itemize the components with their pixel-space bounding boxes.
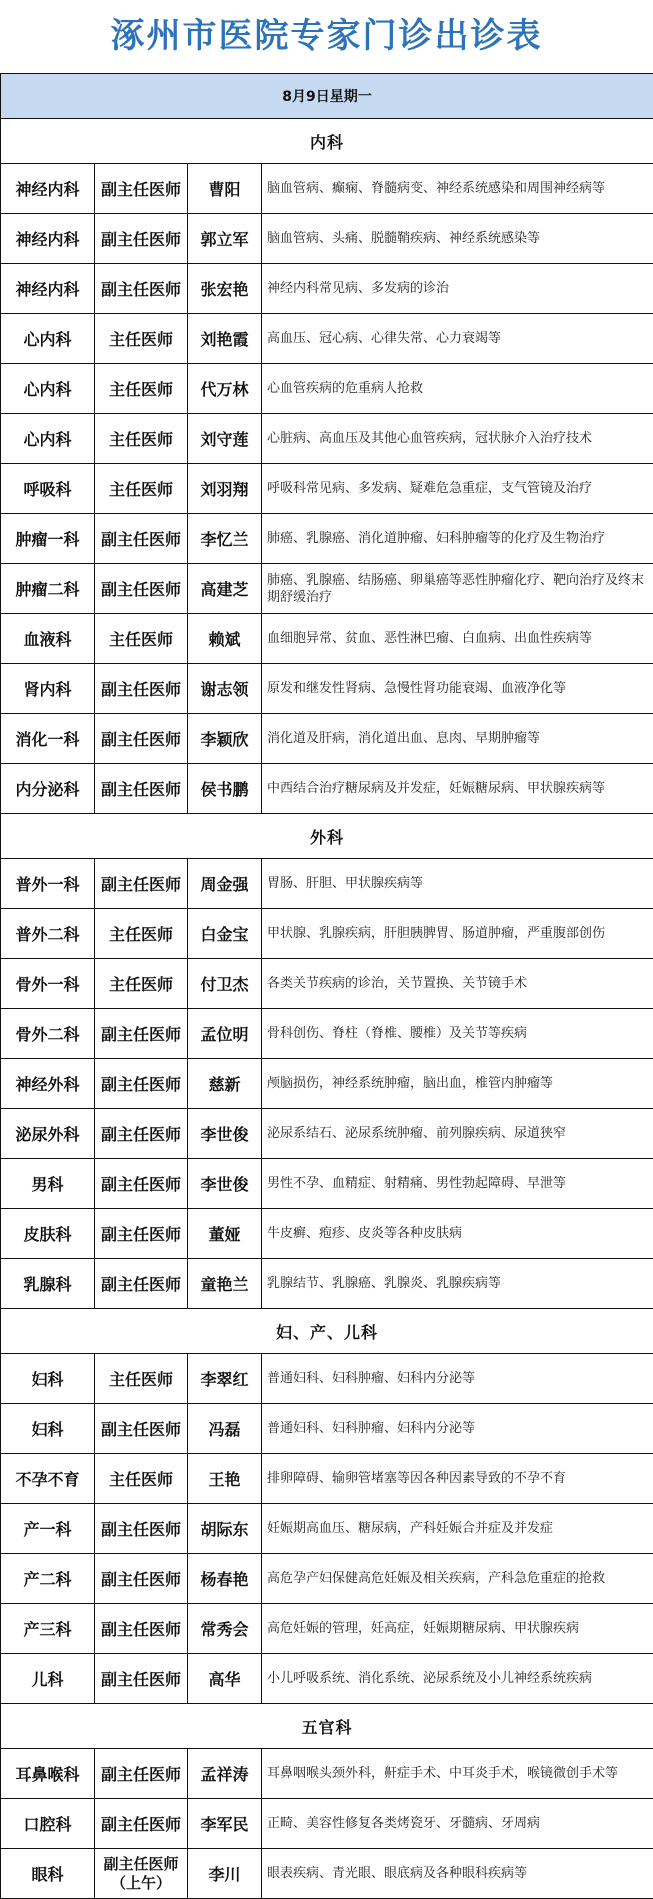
title-cell: 主任医师 [95, 314, 188, 364]
department-cell: 神经外科 [1, 1059, 95, 1109]
specialty-cell: 呼吸科常见病、多发病、疑难危急重症，支气管镜及治疗 [262, 464, 653, 514]
doctor-cell: 李军民 [188, 1799, 262, 1849]
specialty-cell: 妊娠期高血压、糖尿病，产科妊娠合并症及并发症 [262, 1504, 653, 1554]
doctor-cell: 李忆兰 [188, 514, 262, 564]
page-title: 涿州市医院专家门诊出诊表 [0, 0, 653, 73]
department-cell: 骨外二科 [1, 1009, 95, 1059]
title-cell: 主任医师 [95, 464, 188, 514]
department-cell: 心内科 [1, 314, 95, 364]
department-cell: 妇科 [1, 1354, 95, 1404]
title-cell: 副主任医师 [95, 1654, 188, 1704]
department-cell: 普外二科 [1, 909, 95, 959]
department-cell: 不孕不育 [1, 1454, 95, 1504]
doctor-cell: 慈新 [188, 1059, 262, 1109]
table-row [1, 1454, 653, 1504]
doctor-cell: 胡际东 [188, 1504, 262, 1554]
doctor-cell: 常秀会 [188, 1604, 262, 1654]
table-row [1, 1749, 653, 1799]
doctor-cell: 刘艳霞 [188, 314, 262, 364]
specialty-cell: 心脏病、高血压及其他心血管疾病，冠状脉介入治疗技术 [262, 414, 653, 464]
title-cell: 主任医师 [95, 959, 188, 1009]
table-row [1, 1604, 653, 1654]
table-row [1, 1654, 653, 1704]
doctor-cell: 李川 [188, 1849, 262, 1899]
department-cell: 男科 [1, 1159, 95, 1209]
section-title: 妇、产、儿科 [1, 1309, 653, 1354]
table-row [1, 859, 653, 909]
doctor-cell: 谢志领 [188, 664, 262, 714]
specialty-cell: 泌尿系结石、泌尿系统肿瘤、前列腺疾病、尿道狭窄 [262, 1109, 653, 1159]
specialty-cell: 心血管疾病的危重病人抢救 [262, 364, 653, 414]
table-row [1, 909, 653, 959]
title-cell: 副主任医师 [95, 214, 188, 264]
department-cell: 妇科 [1, 1404, 95, 1454]
specialty-cell: 神经内科常见病、多发病的诊治 [262, 264, 653, 314]
title-cell: 副主任医师 [95, 1209, 188, 1259]
specialty-cell: 高危孕产妇保健高危妊娠及相关疾病，产科急危重症的抢救 [262, 1554, 653, 1604]
doctor-cell: 孟祥涛 [188, 1749, 262, 1799]
department-cell: 神经内科 [1, 264, 95, 314]
table-row [1, 314, 653, 364]
title-cell: 主任医师 [95, 1454, 188, 1504]
doctor-cell: 李颖欣 [188, 714, 262, 764]
table-row [1, 364, 653, 414]
title-cell: 副主任医师 [95, 859, 188, 909]
department-cell: 骨外一科 [1, 959, 95, 1009]
department-cell: 儿科 [1, 1654, 95, 1704]
section-header-row [1, 1309, 653, 1354]
doctor-cell: 杨春艳 [188, 1554, 262, 1604]
table-row [1, 1259, 653, 1309]
doctor-cell: 李世俊 [188, 1109, 262, 1159]
section-header-row [1, 814, 653, 859]
department-cell: 乳腺科 [1, 1259, 95, 1309]
table-row [1, 764, 653, 814]
table-row [1, 664, 653, 714]
doctor-cell: 白金宝 [188, 909, 262, 959]
table-row [1, 1799, 653, 1849]
specialty-cell: 颅脑损伤，神经系统肿瘤，脑出血，椎管内肿瘤等 [262, 1059, 653, 1109]
title-cell: 主任医师 [95, 614, 188, 664]
doctor-cell: 李世俊 [188, 1159, 262, 1209]
table-row [1, 264, 653, 314]
title-cell: 主任医师 [95, 414, 188, 464]
title-cell: 副主任医师 [95, 714, 188, 764]
department-cell: 眼科 [1, 1849, 95, 1899]
doctor-cell: 童艳兰 [188, 1259, 262, 1309]
table-row [1, 1109, 653, 1159]
section-title: 五官科 [1, 1704, 653, 1749]
title-cell: 主任医师 [95, 1354, 188, 1404]
title-cell: 副主任医师 [95, 1009, 188, 1059]
section-title: 内科 [1, 119, 653, 164]
specialty-cell: 高危妊娠的管理，妊高症，妊娠期糖尿病、甲状腺疾病 [262, 1604, 653, 1654]
table-row [1, 1354, 653, 1404]
title-cell: 副主任医师 [95, 1749, 188, 1799]
table-row [1, 1209, 653, 1259]
table-row [1, 514, 653, 564]
doctor-cell: 冯磊 [188, 1404, 262, 1454]
title-cell: 副主任医师 [95, 1504, 188, 1554]
section-header-row [1, 1704, 653, 1749]
department-cell: 肾内科 [1, 664, 95, 714]
specialty-cell: 肺癌、乳腺癌、消化道肿瘤、妇科肿瘤等的化疗及生物治疗 [262, 514, 653, 564]
specialty-cell: 高血压、冠心病、心律失常、心力衰竭等 [262, 314, 653, 364]
doctor-cell: 代万林 [188, 364, 262, 414]
title-cell: 副主任医师 [95, 1059, 188, 1109]
doctor-cell: 张宏艳 [188, 264, 262, 314]
section-header-row [1, 119, 653, 164]
title-cell: 主任医师 [95, 909, 188, 959]
table-row [1, 1159, 653, 1209]
department-cell: 普外一科 [1, 859, 95, 909]
specialty-cell: 甲状腺、乳腺疾病，肝胆胰脾胃、肠道肿瘤，严重腹部创伤 [262, 909, 653, 959]
specialty-cell: 普通妇科、妇科肿瘤、妇科内分泌等 [262, 1404, 653, 1454]
specialty-cell: 原发和继发性肾病、急慢性肾功能衰竭、血液净化等 [262, 664, 653, 714]
specialty-cell: 消化道及肝病，消化道出血、息肉、早期肿瘤等 [262, 714, 653, 764]
department-cell: 口腔科 [1, 1799, 95, 1849]
department-cell: 产一科 [1, 1504, 95, 1554]
specialty-cell: 血细胞异常、贫血、恶性淋巴瘤、白血病、出血性疾病等 [262, 614, 653, 664]
department-cell: 泌尿外科 [1, 1109, 95, 1159]
department-cell: 内分泌科 [1, 764, 95, 814]
specialty-cell: 男性不孕、血精症、射精痛、男性勃起障碍、早泄等 [262, 1159, 653, 1209]
title-cell: 副主任医师 [95, 1799, 188, 1849]
doctor-cell: 高华 [188, 1654, 262, 1704]
title-cell: 副主任医师 [95, 564, 188, 614]
specialty-cell: 排卵障碍、输卵管堵塞等因各种因素导致的不孕不育 [262, 1454, 653, 1504]
title-cell: 副主任医师 [95, 1259, 188, 1309]
table-row [1, 1504, 653, 1554]
title-cell: 副主任医师 [95, 1159, 188, 1209]
specialty-cell: 眼表疾病、青光眼、眼底病及各种眼科疾病等 [262, 1849, 653, 1899]
specialty-cell: 骨科创伤、脊柱（脊椎、腰椎）及关节等疾病 [262, 1009, 653, 1059]
title-cell: 副主任医师 [95, 1554, 188, 1604]
department-cell: 耳鼻喉科 [1, 1749, 95, 1799]
title-cell: 副主任医师 [95, 1604, 188, 1654]
section-title: 外科 [1, 814, 653, 859]
table-row [1, 1009, 653, 1059]
title-cell: 副主任医师 [95, 264, 188, 314]
table-row [1, 164, 653, 214]
department-cell: 神经内科 [1, 214, 95, 264]
department-cell: 肿瘤二科 [1, 564, 95, 614]
table-row [1, 414, 653, 464]
doctor-cell: 李翠红 [188, 1354, 262, 1404]
table-row [1, 959, 653, 1009]
title-cell: 主任医师 [95, 364, 188, 414]
doctor-cell: 董娅 [188, 1209, 262, 1259]
specialty-cell: 各类关节疾病的诊治，关节置换、关节镜手术 [262, 959, 653, 1009]
department-cell: 心内科 [1, 414, 95, 464]
table-row [1, 1059, 653, 1109]
doctor-cell: 赖斌 [188, 614, 262, 664]
specialty-cell: 中西结合治疗糖尿病及并发症，妊娠糖尿病、甲状腺疾病等 [262, 764, 653, 814]
table-row [1, 714, 653, 764]
doctor-cell: 周金强 [188, 859, 262, 909]
table-row [1, 214, 653, 264]
table-row [1, 1404, 653, 1454]
schedule-table [0, 73, 653, 1899]
department-cell: 肿瘤一科 [1, 514, 95, 564]
doctor-cell: 刘守莲 [188, 414, 262, 464]
specialty-cell: 乳腺结节、乳腺癌、乳腺炎、乳腺疾病等 [262, 1259, 653, 1309]
department-cell: 心内科 [1, 364, 95, 414]
schedule-body [1, 74, 653, 1899]
department-cell: 消化一科 [1, 714, 95, 764]
title-cell: 副主任医师 [95, 664, 188, 714]
department-cell: 血液科 [1, 614, 95, 664]
specialty-cell: 普通妇科、妇科肿瘤、妇科内分泌等 [262, 1354, 653, 1404]
title-cell: 副主任医师 [95, 764, 188, 814]
doctor-cell: 郭立军 [188, 214, 262, 264]
doctor-cell: 侯书鹏 [188, 764, 262, 814]
department-cell: 产三科 [1, 1604, 95, 1654]
table-row [1, 464, 653, 514]
specialty-cell: 耳鼻咽喉头颈外科，鼾症手术、中耳炎手术，喉镜微创手术等 [262, 1749, 653, 1799]
specialty-cell: 肺癌、乳腺癌、结肠癌、卵巢癌等恶性肿瘤化疗、靶向治疗及终末期舒缓治疗 [262, 564, 653, 614]
doctor-cell: 刘羽翔 [188, 464, 262, 514]
title-cell: 副主任医师 [95, 164, 188, 214]
specialty-cell: 胃肠、肝胆、甲状腺疾病等 [262, 859, 653, 909]
doctor-cell: 付卫杰 [188, 959, 262, 1009]
department-cell: 产二科 [1, 1554, 95, 1604]
table-row [1, 1554, 653, 1604]
department-cell: 呼吸科 [1, 464, 95, 514]
department-cell: 皮肤科 [1, 1209, 95, 1259]
doctor-cell: 王艳 [188, 1454, 262, 1504]
specialty-cell: 正畸、美容性修复各类烤瓷牙、牙髓病、牙周病 [262, 1799, 653, 1849]
title-cell: 副主任医师 [95, 514, 188, 564]
title-cell: 副主任医师 [95, 1109, 188, 1159]
title-cell: 副主任医师 [95, 1404, 188, 1454]
department-cell: 神经内科 [1, 164, 95, 214]
specialty-cell: 脑血管病、癫痫、脊髓病变、神经系统感染和周围神经病等 [262, 164, 653, 214]
doctor-cell: 高建芝 [188, 564, 262, 614]
date-row [1, 74, 653, 119]
specialty-cell: 脑血管病、头痛、脱髓鞘疾病、神经系统感染等 [262, 214, 653, 264]
specialty-cell: 牛皮癣、疱疹、皮炎等各种皮肤病 [262, 1209, 653, 1259]
date-label: 8月9日星期一 [1, 74, 653, 119]
title-cell: 副主任医师 （上午） [95, 1849, 188, 1899]
doctor-cell: 孟位明 [188, 1009, 262, 1059]
table-row [1, 564, 653, 614]
doctor-cell: 曹阳 [188, 164, 262, 214]
specialty-cell: 小儿呼吸系统、消化系统、泌尿系统及小儿神经系统疾病 [262, 1654, 653, 1704]
table-row [1, 1849, 653, 1899]
table-row [1, 614, 653, 664]
